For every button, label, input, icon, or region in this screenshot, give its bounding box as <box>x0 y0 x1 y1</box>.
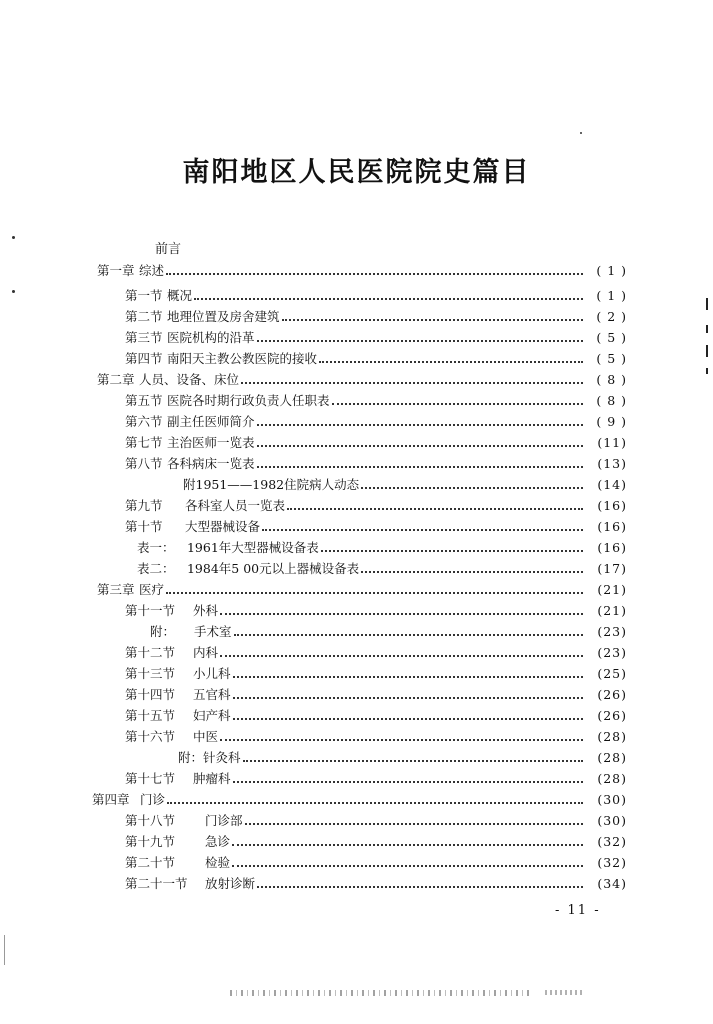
toc-page: ( 1 ) <box>596 288 627 303</box>
toc-label <box>97 373 239 387</box>
toc-row-chapter-1 <box>97 258 627 278</box>
toc-title: 急诊 <box>204 834 230 849</box>
scan-bottom-noise <box>545 990 585 995</box>
scan-speck <box>580 132 582 134</box>
toc-row-section-16 <box>125 724 627 744</box>
dot-leader <box>257 445 584 447</box>
toc-row-chapter-4 <box>92 787 627 807</box>
toc-page: (28) <box>597 771 627 786</box>
scan-edge-mark <box>706 368 708 374</box>
toc-title: 手术室 <box>193 624 232 639</box>
toc-page: (32) <box>597 834 627 849</box>
toc-title: 主治医师一览表 <box>166 435 255 450</box>
toc-row-table-2 <box>137 556 627 576</box>
dot-leader <box>220 613 583 615</box>
toc-row-section-15 <box>125 703 627 723</box>
dot-leader <box>243 760 583 762</box>
toc-title: 医院各时期行政负责人任职表 <box>166 393 330 408</box>
toc-row-section-14 <box>125 682 627 702</box>
toc-label <box>125 835 230 849</box>
toc-page: ( 1 ) <box>596 263 627 278</box>
toc-row-section-11 <box>125 598 627 618</box>
toc-row-chapter-2 <box>97 367 627 387</box>
dot-leader <box>319 361 583 363</box>
toc-title: 肿瘤科 <box>192 771 231 786</box>
toc-label <box>125 604 218 618</box>
dot-leader <box>233 781 584 783</box>
toc-number: 第十六节 <box>125 729 176 744</box>
toc-number: 第四章 <box>92 792 130 807</box>
toc-number: 第四节 <box>125 351 163 366</box>
toc-label <box>125 499 285 513</box>
toc-title: 1961年大型器械设备表 <box>186 540 319 555</box>
toc-number: 第十三节 <box>125 666 176 681</box>
toc-row-section-20 <box>125 850 627 870</box>
toc-label <box>125 352 317 366</box>
dot-leader <box>233 697 584 699</box>
toc-number: 第五节 <box>125 393 163 408</box>
toc-title: 1984年5 00元以上器械设备表 <box>186 561 360 576</box>
toc-number: 第二十节 <box>125 855 176 870</box>
page-number: - 11 - <box>555 903 601 918</box>
toc-number: 附： <box>150 624 176 639</box>
toc-title: 妇产科 <box>192 708 231 723</box>
toc-page: (30) <box>597 813 627 828</box>
toc-label <box>125 709 231 723</box>
toc-row-table-1 <box>137 535 627 555</box>
toc-page: ( 9 ) <box>596 414 627 429</box>
toc-title: 综述 <box>138 263 164 278</box>
dot-leader <box>257 886 583 888</box>
toc-title: 人员、设备、床位 <box>138 372 239 387</box>
toc-number: 第三章 <box>97 582 135 597</box>
dot-leader <box>257 340 584 342</box>
toc-row-section-6 <box>125 409 627 429</box>
toc-number: 表二： <box>137 561 175 576</box>
toc-row-section-17 <box>125 766 627 786</box>
toc-row-section-18 <box>125 808 627 828</box>
toc-label <box>125 772 231 786</box>
toc-row-section-9 <box>125 493 627 513</box>
toc-number: 第二章 <box>97 372 135 387</box>
toc-number: 第十一节 <box>125 603 176 618</box>
toc-title: 地理位置及房舍建筑 <box>166 309 280 324</box>
scan-edge-mark <box>706 345 708 357</box>
scan-edge-mark <box>4 935 5 965</box>
dot-leader <box>321 550 583 552</box>
toc-number: 第十九节 <box>125 834 176 849</box>
dot-leader <box>245 823 584 825</box>
toc-page: (26) <box>597 687 627 702</box>
dot-leader <box>332 403 584 405</box>
toc-row-section-13 <box>125 661 627 681</box>
toc-title: 门诊部 <box>204 813 243 828</box>
toc-row-section-7 <box>125 430 627 450</box>
dot-leader <box>166 592 583 594</box>
toc-label <box>125 856 230 870</box>
toc-page: (23) <box>597 645 627 660</box>
toc-label <box>125 331 255 345</box>
toc-number: 表一： <box>137 540 175 555</box>
toc-title: 各科病床一览表 <box>166 456 255 471</box>
toc-page: (23) <box>597 624 627 639</box>
toc-title: 副主任医师简介 <box>166 414 255 429</box>
scan-edge-mark <box>706 325 708 333</box>
toc-page: (30) <box>597 792 627 807</box>
toc-row-section-19 <box>125 829 627 849</box>
toc-label <box>97 264 164 278</box>
toc-row-section-12 <box>125 640 627 660</box>
toc-page: (28) <box>597 729 627 744</box>
scan-speck <box>12 236 15 239</box>
toc-number: 第一节 <box>125 288 163 303</box>
dot-leader <box>234 634 584 636</box>
toc-label <box>125 730 218 744</box>
toc-row-section-5 <box>125 388 627 408</box>
toc-label <box>125 814 243 828</box>
toc-row-section-2 <box>125 304 627 324</box>
toc-label <box>125 415 255 429</box>
toc-row-appendix-operating-room <box>150 619 627 639</box>
dot-leader <box>194 298 583 300</box>
toc-title: 附1951——1982住院病人动态 <box>183 477 360 492</box>
toc-number: 第一章 <box>97 263 135 278</box>
dot-leader <box>233 718 584 720</box>
toc-page: (32) <box>597 855 627 870</box>
dot-leader <box>220 739 583 741</box>
toc-title: 医疗 <box>138 582 164 597</box>
toc-number: 第十四节 <box>125 687 176 702</box>
dot-leader <box>232 844 583 846</box>
dot-leader <box>361 571 583 573</box>
toc-number: 第八节 <box>125 456 163 471</box>
toc-title: 大型器械设备 <box>184 519 260 534</box>
toc-label <box>137 541 319 555</box>
toc-page: ( 2 ) <box>596 309 627 324</box>
scan-edge-mark <box>706 298 708 310</box>
toc-number: 第九节 <box>125 498 163 513</box>
toc-title: 放射诊断 <box>204 876 255 891</box>
toc-page: (26) <box>597 708 627 723</box>
dot-leader <box>361 487 583 489</box>
toc-row-section-8 <box>125 451 627 471</box>
dot-leader <box>241 382 583 384</box>
toc-page: (25) <box>597 666 627 681</box>
toc-row-chapter-3 <box>97 577 627 597</box>
toc-row-section-1 <box>125 283 627 303</box>
scan-bottom-noise <box>230 990 530 996</box>
toc-title: 概况 <box>166 288 192 303</box>
toc-label <box>150 625 232 639</box>
page-title: 南阳地区人民医院院史篇目 <box>182 157 531 188</box>
toc-page: (21) <box>597 582 627 597</box>
toc-title: 中医 <box>192 729 218 744</box>
toc-title: 外科 <box>192 603 218 618</box>
toc-number: 第六节 <box>125 414 163 429</box>
preface-heading: 前言 <box>155 242 182 257</box>
dot-leader <box>262 529 583 531</box>
dot-leader <box>220 655 583 657</box>
toc-label <box>125 646 218 660</box>
dot-leader <box>167 802 583 804</box>
toc-label <box>125 520 260 534</box>
toc-number: 第十八节 <box>125 813 176 828</box>
toc-page: (16) <box>597 519 627 534</box>
toc-page: (34) <box>597 876 627 891</box>
toc-label <box>125 394 330 408</box>
toc-page: ( 5 ) <box>596 330 627 345</box>
dot-leader <box>232 865 583 867</box>
toc-label <box>92 793 165 807</box>
toc-page: (28) <box>597 750 627 765</box>
toc-page: (11) <box>597 435 627 450</box>
toc-label <box>125 457 255 471</box>
toc-label <box>137 562 359 576</box>
dot-leader <box>233 676 584 678</box>
dot-leader <box>257 424 584 426</box>
toc-page: ( 8 ) <box>596 393 627 408</box>
toc-page: ( 5 ) <box>596 351 627 366</box>
toc-number: 第七节 <box>125 435 163 450</box>
toc-number: 第十二节 <box>125 645 176 660</box>
toc-number: 第三节 <box>125 330 163 345</box>
toc-number: 第十节 <box>125 519 163 534</box>
dot-leader <box>287 508 583 510</box>
toc-title: 各科室人员一览表 <box>184 498 285 513</box>
toc-title: 检验 <box>204 855 230 870</box>
toc-title: 门诊 <box>139 792 165 807</box>
toc-label <box>125 289 192 303</box>
scan-speck <box>12 290 15 293</box>
toc-page: (21) <box>597 603 627 618</box>
toc-label <box>125 667 231 681</box>
toc-number: 第二节 <box>125 309 163 324</box>
toc-number: 第十七节 <box>125 771 176 786</box>
toc-page: (16) <box>597 540 627 555</box>
toc-label <box>125 877 255 891</box>
toc-label <box>125 436 255 450</box>
toc-page: (14) <box>597 477 627 492</box>
toc-label <box>125 688 231 702</box>
dot-leader <box>257 466 584 468</box>
toc-title: 内科 <box>192 645 218 660</box>
toc-row-appendix-1951-1982 <box>183 472 627 492</box>
toc-label <box>97 583 164 597</box>
toc-row-section-4 <box>125 346 627 366</box>
toc-row-appendix-acupuncture <box>178 745 627 765</box>
toc-number: 第二十一节 <box>125 876 188 891</box>
toc-title: 附：针灸科 <box>178 750 241 765</box>
dot-leader <box>166 273 583 275</box>
dot-leader <box>282 319 584 321</box>
toc-title: 小儿科 <box>192 666 231 681</box>
toc-label <box>125 310 280 324</box>
toc-page: (13) <box>597 456 627 471</box>
toc-page: ( 8 ) <box>596 372 627 387</box>
toc-title: 医院机构的沿革 <box>166 330 255 345</box>
toc-title: 五官科 <box>192 687 231 702</box>
toc-title: 南阳天主教公教医院的接收 <box>166 351 317 366</box>
toc-page: (17) <box>597 561 627 576</box>
toc-row-section-3 <box>125 325 627 345</box>
toc-row-section-10 <box>125 514 627 534</box>
toc-number: 第十五节 <box>125 708 176 723</box>
toc-page: (16) <box>597 498 627 513</box>
toc-row-section-21 <box>125 871 627 891</box>
